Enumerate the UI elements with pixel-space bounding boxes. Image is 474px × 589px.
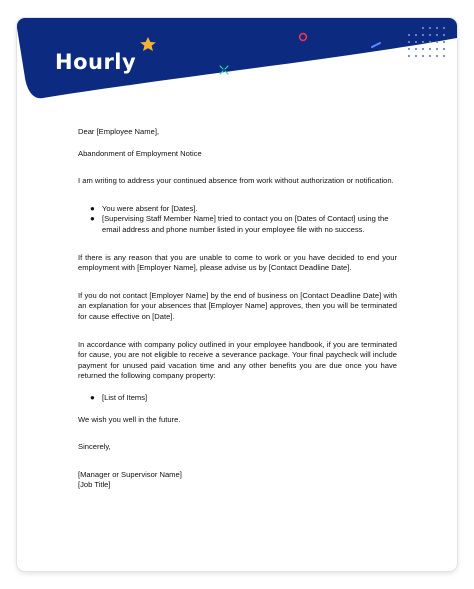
letter-header — [17, 18, 457, 108]
well-wishes: We wish you well in the future. — [78, 414, 181, 424]
closing: Sincerely, — [78, 442, 111, 452]
list-item: ● [Supervising Staff Member Name] tried to contact you on [Dates of Contact] using the email address and phone number listed in your employee file with no success. — [90, 214, 389, 234]
salutation: Dear [Employee Name], — [78, 127, 160, 136]
policy-paragraph: In accordance with company policy outlined in your employee handbook, if you are terminated for cause, you are not eligible to receive a severance package. Your final paycheck will include payment for unused paid vacation time and any other benefits you are due once you have returned the following company property: — [78, 339, 397, 381]
absence-facts-list — [90, 204, 397, 236]
intro-paragraph: I am writing to address your continued absence from work without authorization or notification. — [78, 176, 394, 186]
signer-title: [Job Title] — [78, 480, 111, 490]
property-list — [90, 393, 397, 404]
deadline-paragraph: If you do not contact [Employer Name] by the end of business on [Contact Deadline Date] with an explanation for your absences that [Employer Name] approves, then you will be terminated for cause effective on [Date]. — [78, 290, 397, 321]
letter-body — [78, 127, 397, 491]
signer-name: [Manager or Supervisor Name] — [78, 469, 182, 479]
hourly-logo: Hourly — [55, 50, 137, 74]
subject-line: Abandonment of Employment Notice — [78, 148, 202, 158]
letter-page — [17, 18, 457, 571]
end-employment-paragraph: If there is any reason that you are unable to come to work or you have decided to end your employment with [Employer Name], please advise us by [Contact Deadline Date]. — [78, 252, 397, 273]
list-item: ● You were absent for [Dates]. — [90, 203, 198, 213]
list-item: ● [List of Items] — [90, 392, 148, 402]
